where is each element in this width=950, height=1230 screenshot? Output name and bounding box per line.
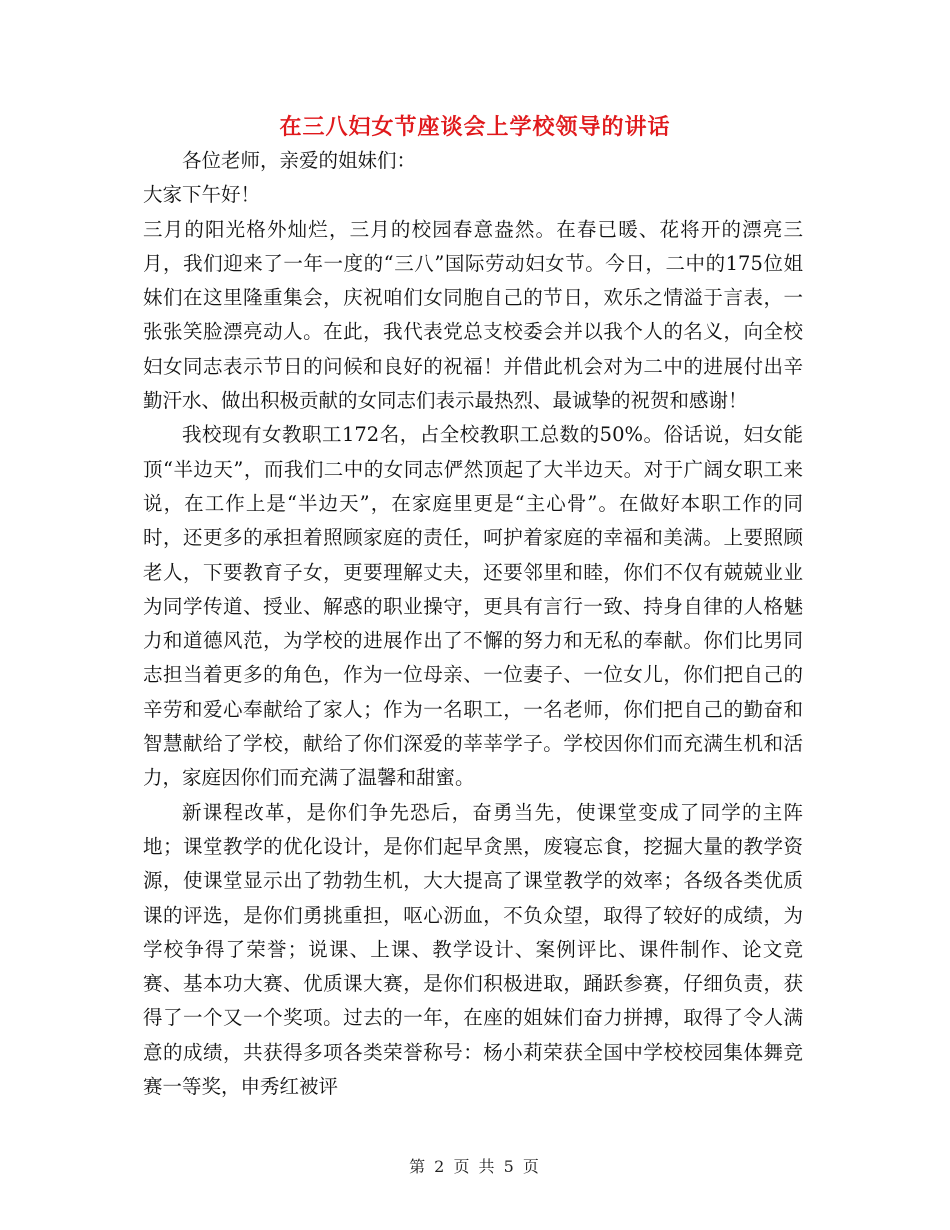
- paragraph-2: 我校现有女教职工172名，占全校教职工总数的50%。俗话说，妇女能顶“半边天”，而我们二中的女同志俨然顶起了大半边天。对于广阔女职工来说，在工作上是“半边天”，在家庭里更是“主心骨”。在做好本职工作的同时，还更多的承担着照顾家庭的责任，呵护着家庭的幸福和美满。上要照顾老人，下要教育子女，更要理解丈夫，还要邻里和睦，你们不仅有兢兢业业为同学传道、授业、解惑的职业操守，更具有言行一致、持身自律的人格魅力和道德风范，为学校的进展作出了不懈的努力和无私的奉献。你们比男同志担当着更多的角色，作为一位母亲、一位妻子、一位女儿，你们把自己的辛劳和爱心奉献给了家人；作为一名职工，一名老师，你们把自己的勤奋和智慧献给了学校，献给了你们深爱的莘莘学子。学校因你们而充满生机和活力，家庭因你们而充满了温馨和甜蜜。: [143, 423, 803, 790]
- paragraph-1: 三月的阳光格外灿烂，三月的校园春意盎然。在春已暖、花将开的漂亮三月，我们迎来了一年一度的“三八”国际劳动妇女节。今日，二中的175位姐妹们在这里隆重集会，庆祝咱们女同胞自己的节日，欢乐之情溢于言表，一张张笑脸漂亮动人。在此，我代表党总支校委会并以我个人的名义，向全校妇女同志表示节日的问候和良好的祝福！并借此机会对为二中的进展付出辛勤汗水、做出积极贡献的女同志们表示最热烈、最诚挚的祝贺和感谢！: [143, 217, 803, 413]
- paragraph-3: 新课程改革，是你们争先恐后，奋勇当先，使课堂变成了同学的主阵地；课堂教学的优化设计，是你们起早贪黑，废寝忘食，挖掘大量的教学资源，使课堂显示出了勃勃生机，大大提高了课堂教学的效率；各级各类优质课的评选，是你们勇挑重担，呕心沥血，不负众望，取得了较好的成绩，为学校争得了荣誉；说课、上课、教学设计、案例评比、课件制作、论文竞赛、基本功大赛、优质课大赛，是你们积极进取，踊跃参赛，仔细负责，获得了一个又一个奖项。过去的一年，在座的姐妹们奋力拼搏，取得了令人满意的成绩，共获得多项各类荣誉称号：杨小莉荣获全国中学校校园集体舞竞赛一等奖，申秀红被评: [143, 800, 803, 1099]
- page-number-footer: 第 2 页 共 5 页: [409, 1157, 541, 1176]
- document-body: [143, 144, 803, 1104]
- salutation: 各位老师，亲爱的姐妹们：: [182, 149, 417, 172]
- greeting: 大家下午好！: [143, 183, 261, 207]
- document-title: 在三八妇女节座谈会上学校领导的讲话: [279, 114, 671, 140]
